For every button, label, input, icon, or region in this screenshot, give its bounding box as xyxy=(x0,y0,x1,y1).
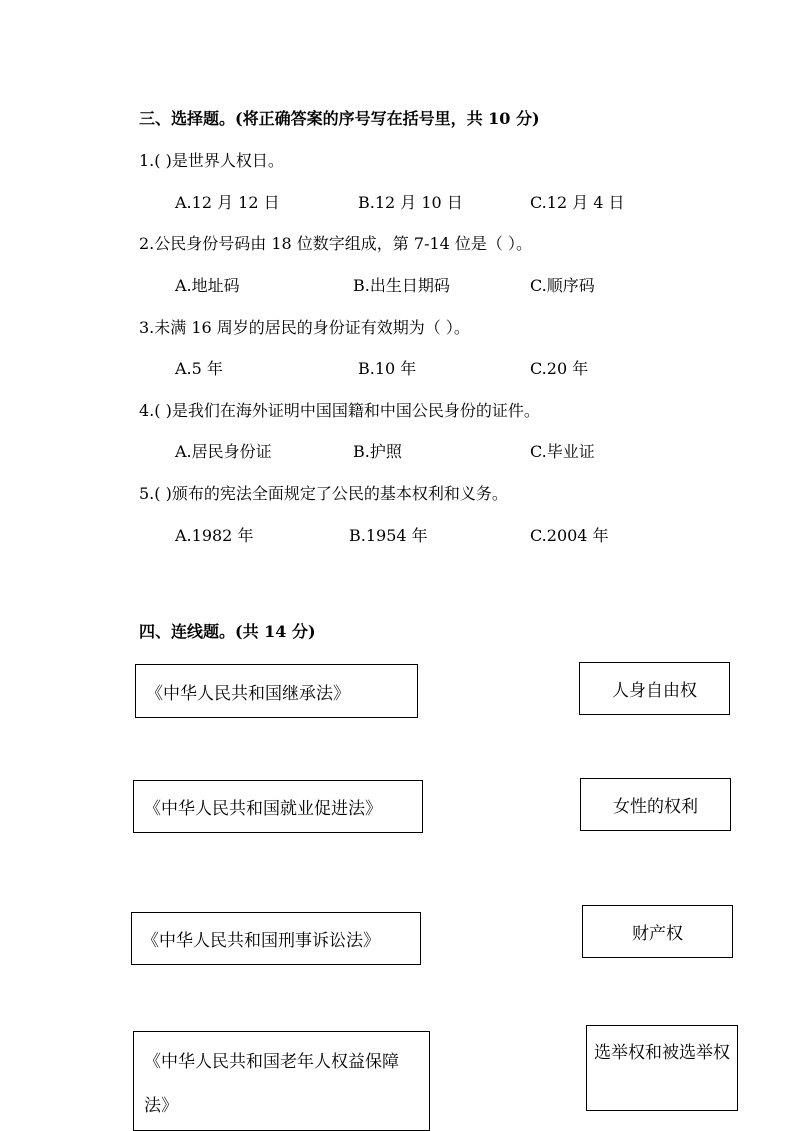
question-4: 4.( )是我们在海外证明中国国籍和中国公民身份的证件。 xyxy=(139,401,540,420)
right-box-1[interactable] xyxy=(579,662,730,715)
right-box-3-label: 财产权 xyxy=(632,924,683,944)
right-box-2[interactable] xyxy=(580,778,731,831)
question-4-option-b: B.护照 xyxy=(353,442,402,461)
question-1-option-a: A.12 月 12 日 xyxy=(175,193,280,212)
question-2-option-c: C.顺序码 xyxy=(530,276,595,295)
left-box-1[interactable] xyxy=(135,664,418,718)
section4-heading: 四、连线题。(共 14 分) xyxy=(139,622,316,641)
question-1: 1.( )是世界人权日。 xyxy=(139,151,284,170)
right-box-4[interactable] xyxy=(586,1025,738,1111)
right-box-2-label: 女性的权利 xyxy=(613,797,698,817)
right-box-3[interactable] xyxy=(582,905,733,958)
question-2-option-a: A.地址码 xyxy=(175,276,240,295)
question-3-option-c: C.20 年 xyxy=(530,359,589,378)
left-box-3[interactable] xyxy=(131,912,421,965)
question-3: 3.未满 16 周岁的居民的身份证有效期为（ ）。 xyxy=(139,318,470,337)
right-box-1-label: 人身自由权 xyxy=(612,681,697,701)
question-4-option-c: C.毕业证 xyxy=(530,442,595,461)
left-box-2-label: 《中华人民共和国就业促进法》 xyxy=(144,799,382,819)
question-2: 2.公民身份号码由 18 位数字组成，第 7-14 位是（ ）。 xyxy=(139,234,533,253)
question-1-option-c: C.12 月 4 日 xyxy=(530,193,625,212)
question-2-option-b: B.出生日期码 xyxy=(353,276,450,295)
question-3-option-b: B.10 年 xyxy=(358,359,417,378)
question-1-option-b: B.12 月 10 日 xyxy=(358,193,463,212)
question-5: 5.( )颁布的宪法全面规定了公民的基本权利和义务。 xyxy=(139,484,508,503)
right-box-4-label: 选举权和被选举权 xyxy=(594,1043,730,1063)
question-5-option-c: C.2004 年 xyxy=(530,526,609,545)
left-box-1-label: 《中华人民共和国继承法》 xyxy=(146,683,350,704)
left-box-4[interactable] xyxy=(133,1031,430,1131)
question-5-option-b: B.1954 年 xyxy=(349,526,428,545)
left-box-2[interactable] xyxy=(133,780,423,833)
section3-heading: 三、选择题。(将正确答案的序号写在括号里，共 10 分) xyxy=(139,109,540,128)
left-box-4-label: 《中华人民共和国老年人权益保障法》 xyxy=(144,1052,399,1116)
question-4-option-a: A.居民身份证 xyxy=(175,442,272,461)
left-box-3-label: 《中华人民共和国刑事诉讼法》 xyxy=(142,931,380,951)
question-3-option-a: A.5 年 xyxy=(175,359,223,378)
question-5-option-a: A.1982 年 xyxy=(175,526,254,545)
